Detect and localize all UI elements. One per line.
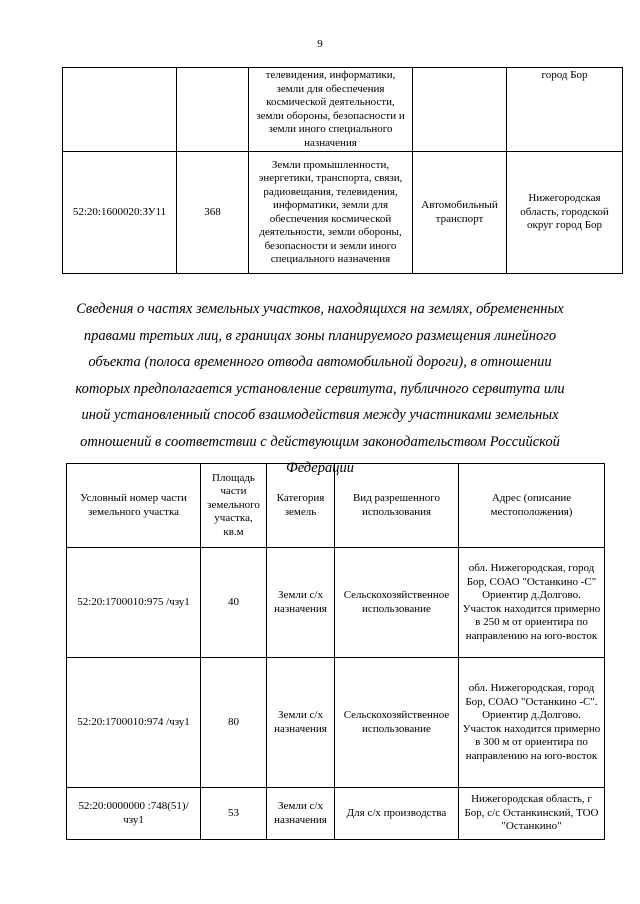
address-cell: Нижегородская область, г Бор, с/с Останкинский, ТОО "Останкино" — [459, 788, 605, 840]
use-cell: Сельскохозяйственное использование — [335, 548, 459, 658]
land-plots-table-continued — [62, 67, 623, 274]
category-cell: Земли с/х назначения — [267, 788, 335, 840]
area-cell: 53 — [201, 788, 267, 840]
category-cell: телевидения, информатики, земли для обеспечения космической деятельности, земли обороны, безопасности и земли иного специального назначения — [249, 68, 413, 152]
area-cell — [177, 68, 249, 152]
category-cell: Земли с/х назначения — [267, 658, 335, 788]
header-use: Вид разрешенного использования — [335, 464, 459, 548]
area-cell: 40 — [201, 548, 267, 658]
address-cell: Нижегородская область, городской округ город Бор — [507, 152, 623, 274]
table-row — [67, 658, 605, 788]
header-address: Адрес (описание местоположения) — [459, 464, 605, 548]
table-row — [63, 68, 623, 152]
table-row — [67, 548, 605, 658]
address-cell: город Бор — [507, 68, 623, 152]
number-cell: 52:20:0000000 :748(51)/чзу1 — [67, 788, 201, 840]
category-cell: Земли промышленности, энергетики, транспорта, связи, радиовещания, телевидения, информатики, земли для обеспечения космической деятельности, земли обороны, безопасности и земли иного специального назначения — [249, 152, 413, 274]
area-cell: 80 — [201, 658, 267, 788]
cadastral-cell — [63, 68, 177, 152]
section-heading: Сведения о частях земельных участков, находящихся на землях, обремененных правами третьих лиц, в границах зоны планируемого размещения линейного объекта (полоса временного отвода автомобильной дороги), в отношении которых предполагается установление сервитута, публичного сервитута или иной установленный способ взаимодействия между участниками земельных отношений в соответствии с действующим законодательством Российской Федерации — [75, 301, 565, 476]
use-cell: Сельскохозяйственное использование — [335, 658, 459, 788]
page-number: 9 — [317, 38, 323, 50]
number-cell: 52:20:1700010:975 /чзу1 — [67, 548, 201, 658]
header-number: Условный номер части земельного участка — [67, 464, 201, 548]
cadastral-cell: 52:20:1600020:ЗУ11 — [63, 152, 177, 274]
table-row — [67, 788, 605, 840]
header-area: Площадь части земельного участка, кв.м — [201, 464, 267, 548]
land-plot-parts-table — [66, 463, 605, 840]
table-row — [63, 152, 623, 274]
area-cell: 368 — [177, 152, 249, 274]
use-cell — [413, 68, 507, 152]
use-cell: Автомобильный транспорт — [413, 152, 507, 274]
use-cell: Для с/х производства — [335, 788, 459, 840]
address-cell: обл. Нижегородская, город Бор, СОАО "Останкино -С". Ориентир д.Долгово. Участок находится примерно в 300 м от ориентира по направлению на юго-восток — [459, 658, 605, 788]
table-header-row — [67, 464, 605, 548]
address-cell: обл. Нижегородская, город Бор, СОАО "Останкино -С" Ориентир д.Долгово. Участок находится примерно в 250 м от ориентира по направлению на юго-восток — [459, 548, 605, 658]
category-cell: Земли с/х назначения — [267, 548, 335, 658]
header-category: Категория земель — [267, 464, 335, 548]
number-cell: 52:20:1700010:974 /чзу1 — [67, 658, 201, 788]
